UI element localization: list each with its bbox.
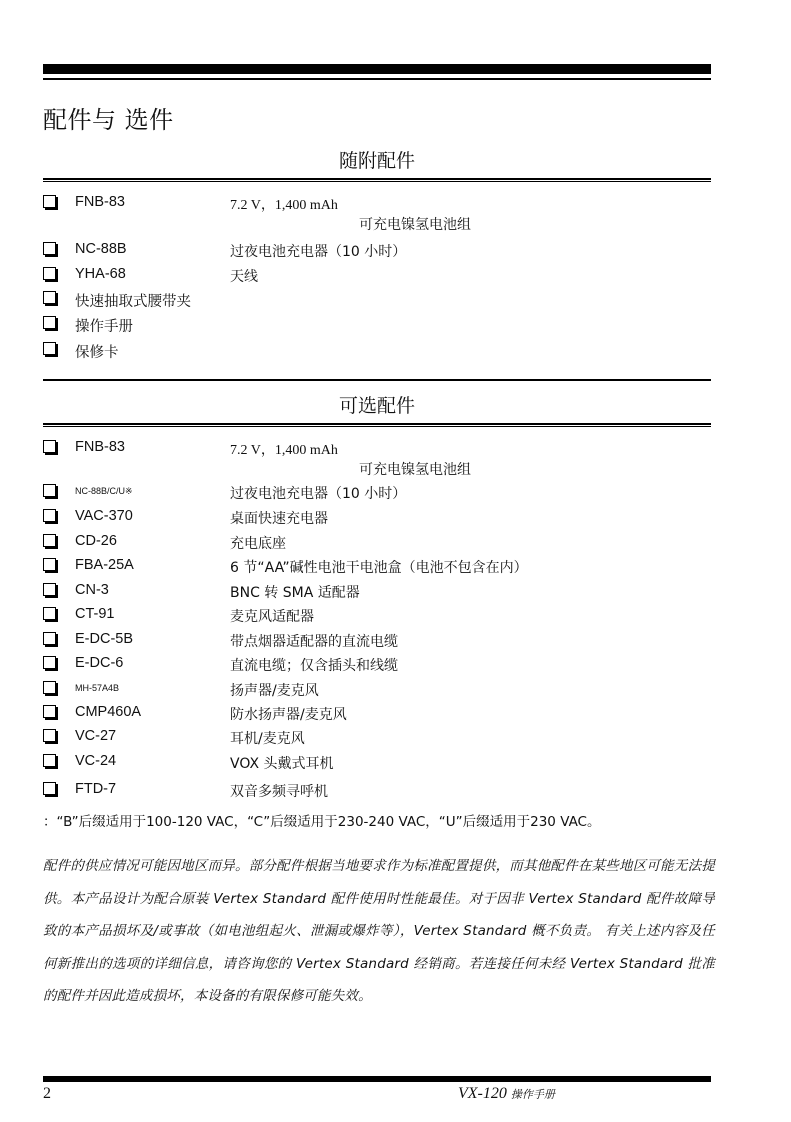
item-model: CD-26 <box>75 533 117 549</box>
item-model: FTD-7 <box>75 781 117 797</box>
item-description: 带点烟器适配器的直流电缆 <box>230 634 398 650</box>
item-model: E-DC-5B <box>75 631 134 647</box>
manual-model: VX-120 <box>458 1085 507 1102</box>
section-rule-top <box>43 379 711 381</box>
checkbox-icon <box>43 656 56 669</box>
item-description: 6 节“AA”碱性电池干电池盒（电池不包含在内） <box>230 560 528 576</box>
suffix-footnote: ：“B”后缀适用于100-120 VAC，“C”后缀适用于230-240 VAC，“U”后缀适用于230 VAC。 <box>43 814 601 830</box>
item-description: 7.2 V，1,400 mAh <box>230 443 338 458</box>
checkbox-icon <box>43 534 56 547</box>
supplied-accessories-section <box>43 146 711 361</box>
checkbox-icon <box>43 607 56 620</box>
page-title: 配件与 选件 <box>43 106 174 134</box>
availability-disclaimer: 配件的供应情况可能因地区而异。部分配件根据当地要求作为标准配置提供，而其他配件在某些地区可能无法提供。本产品设计为配合原装 Vertex Standard 配件使用时性能最佳。对于因非 Vertex Standard 配件故障导致的本产品损坏及/或事故（如电池组起火、泄漏或爆炸等），Vertex Standard 概不负责。 有关上述内容及任何新推出的选项的详细信息，请咨询您的 Vertex Standard 经销商。若连接任何未经 Vertex Standard 批准的配件并因此造成损坏，本设备的有限保修可能失效。 <box>43 858 715 1005</box>
footer-manual-title <box>458 1085 555 1103</box>
section-title-optional: 可选配件 <box>338 395 415 417</box>
item-model: FBA-25A <box>75 557 134 573</box>
item-model: E-DC-6 <box>75 655 124 671</box>
checkbox-icon <box>43 440 56 453</box>
item-description: 麦克风适配器 <box>230 609 314 625</box>
header-bar <box>43 64 711 74</box>
item-description: 直流电缆；仅含插头和线缆 <box>230 658 398 674</box>
item-model: 快速抽取式腰带夹 <box>75 294 191 310</box>
checkbox-icon <box>43 509 56 522</box>
footer-bar <box>43 1076 711 1082</box>
item-model: 保修卡 <box>75 345 119 361</box>
page-number: 2 <box>43 1085 51 1102</box>
header-rule <box>43 78 711 80</box>
checkbox-icon <box>43 583 56 596</box>
checkbox-icon <box>43 484 56 497</box>
section-rule <box>43 178 711 180</box>
checkbox-icon <box>43 291 56 304</box>
checkbox-icon <box>43 267 56 280</box>
checkbox-icon <box>43 729 56 742</box>
item-model: FNB-83 <box>75 439 125 455</box>
item-description: 双音多频寻呼机 <box>230 784 328 800</box>
checkbox-icon <box>43 558 56 571</box>
item-model: VC-27 <box>75 728 117 744</box>
item-model: CMP460A <box>75 704 142 720</box>
item-model: CN-3 <box>75 582 109 598</box>
checkbox-icon <box>43 681 56 694</box>
item-description: 过夜电池充电器（10 小时） <box>230 486 407 502</box>
checkbox-icon <box>43 754 56 767</box>
item-description: VOX 头戴式耳机 <box>230 756 334 772</box>
item-model: FNB-83 <box>75 194 125 210</box>
optional-accessories-section <box>43 379 711 800</box>
item-description: 天线 <box>230 269 258 285</box>
section-rule <box>43 423 711 425</box>
item-description: 过夜电池充电器（10 小时） <box>230 244 407 260</box>
item-model: CT-91 <box>75 606 115 622</box>
checkbox-icon <box>43 316 56 329</box>
item-description-2: 可充电镍氢电池组 <box>359 462 471 478</box>
item-model: YHA-68 <box>75 266 126 282</box>
checkbox-icon <box>43 242 56 255</box>
item-description: 桌面快速充电器 <box>230 511 328 527</box>
item-description-2: 可充电镍氢电池组 <box>359 217 471 233</box>
item-description: 防水扬声器/麦克风 <box>230 707 347 723</box>
item-description: 扬声器/麦克风 <box>230 683 319 699</box>
item-description: 耳机/麦克风 <box>230 731 305 747</box>
item-model: VAC-370 <box>75 508 133 524</box>
manual-label: 操作手册 <box>510 1088 555 1101</box>
section-rule-thin <box>43 181 711 182</box>
item-description: 充电底座 <box>230 536 286 552</box>
item-description: BNC 转 SMA 适配器 <box>230 585 360 601</box>
item-model: 操作手册 <box>75 319 133 335</box>
checkbox-icon <box>43 342 56 355</box>
item-description: 7.2 V，1,400 mAh <box>230 198 338 213</box>
checkbox-icon <box>43 195 56 208</box>
checkbox-icon <box>43 782 56 795</box>
section-title-supplied: 随附配件 <box>338 150 415 172</box>
section-rule-thin <box>43 426 711 427</box>
item-model: MH-57A4B <box>75 683 120 693</box>
item-model: NC-88B <box>75 241 127 257</box>
checkbox-icon <box>43 705 56 718</box>
item-model: VC-24 <box>75 753 117 769</box>
checkbox-icon <box>43 632 56 645</box>
item-model: NC-88B/C/U※ <box>75 486 133 496</box>
